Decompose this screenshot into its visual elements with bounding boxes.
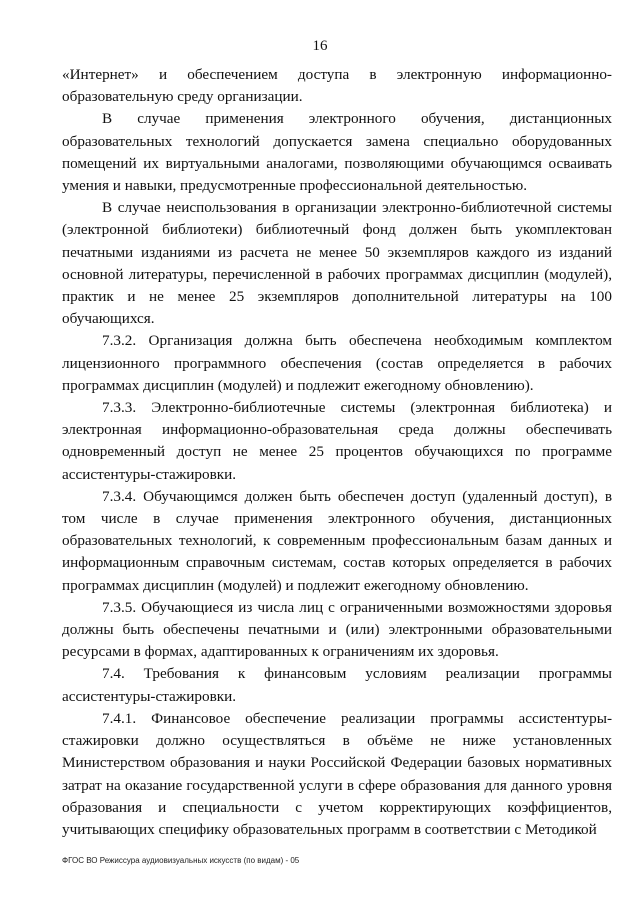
paragraph-7-3-4: 7.3.4. Обучающимся должен быть обеспечен доступ (удаленный доступ), в том числе в случае применения электронного обучения, дистанционных образовательных технологий, к современным профессиональным базам данных и информационным справочным системам, состав которых определяется в рабочих программах дисциплин (модулей) и подлежит ежегодному обновлению. (62, 487, 612, 594)
paragraph-library-fund: В случае неиспользования в организации электронно-библиотечной системы (электронной библиотеки) библиотечный фонд должен быть укомплектован печатными изданиями из расчета не менее 50 экземпляров каждого из изданий основной литературы, перечисленной в рабочих программах дисциплин (модулей), практик и не менее 25 экземпляров дополнительной литературы на 100 обучающихся. (62, 199, 612, 328)
paragraph-7-3-2: 7.3.2. Организация должна быть обеспечена необходимым комплектом лицензионного программного обеспечения (состав определяется в рабочих программах дисциплин (модулей) и подлежит ежегодному обновлению). (62, 332, 612, 394)
page-number: 16 (312, 38, 328, 54)
paragraph-7-4: 7.4. Требования к финансовым условиям реализации программы ассистентуры-стажировки. (62, 665, 612, 705)
page-footer: ФГОС ВО Режиссура аудиовизуальных искусств (по видам) - 05 (62, 856, 300, 865)
paragraph-virtual-analogs: В случае применения электронного обучения, дистанционных образовательных технологий допускается замена специально оборудованных помещений их виртуальными аналогами, позволяющими обучающимся осваивать умения и навыки, предусмотренные профессиональной деятельностью. (62, 110, 612, 195)
paragraph-7-3-5: 7.3.5. Обучающиеся из числа лиц с ограниченными возможностями здоровья должны быть обеспечены печатными и (или) электронными образовательными ресурсами в формах, адаптированных к ограничениям их здоровья. (62, 598, 612, 661)
page-body (62, 64, 612, 841)
paragraph-internet-access: «Интернет» и обеспечением доступа в электронную информационно-образовательную среду организации. (62, 66, 612, 106)
paragraph-7-4-1: 7.4.1. Финансовое обеспечение реализации программы ассистентуры-стажировки должно осуществляться в объёме не ниже установленных Министерством образования и науки Российской Федерации базовых нормативных затрат на оказание государственной услуги в сфере образования для данного уровня образования и специальности с учетом корректирующих коэффициентов, учитывающих специфику образовательных программ в соответствии с Методикой (62, 709, 612, 838)
paragraph-7-3-3: 7.3.3. Электронно-библиотечные системы (электронная библиотека) и электронная информационно-образовательная среда должны обеспечивать одновременный доступ не менее 25 процентов обучающихся по программе ассистентуры-стажировки. (62, 399, 612, 483)
